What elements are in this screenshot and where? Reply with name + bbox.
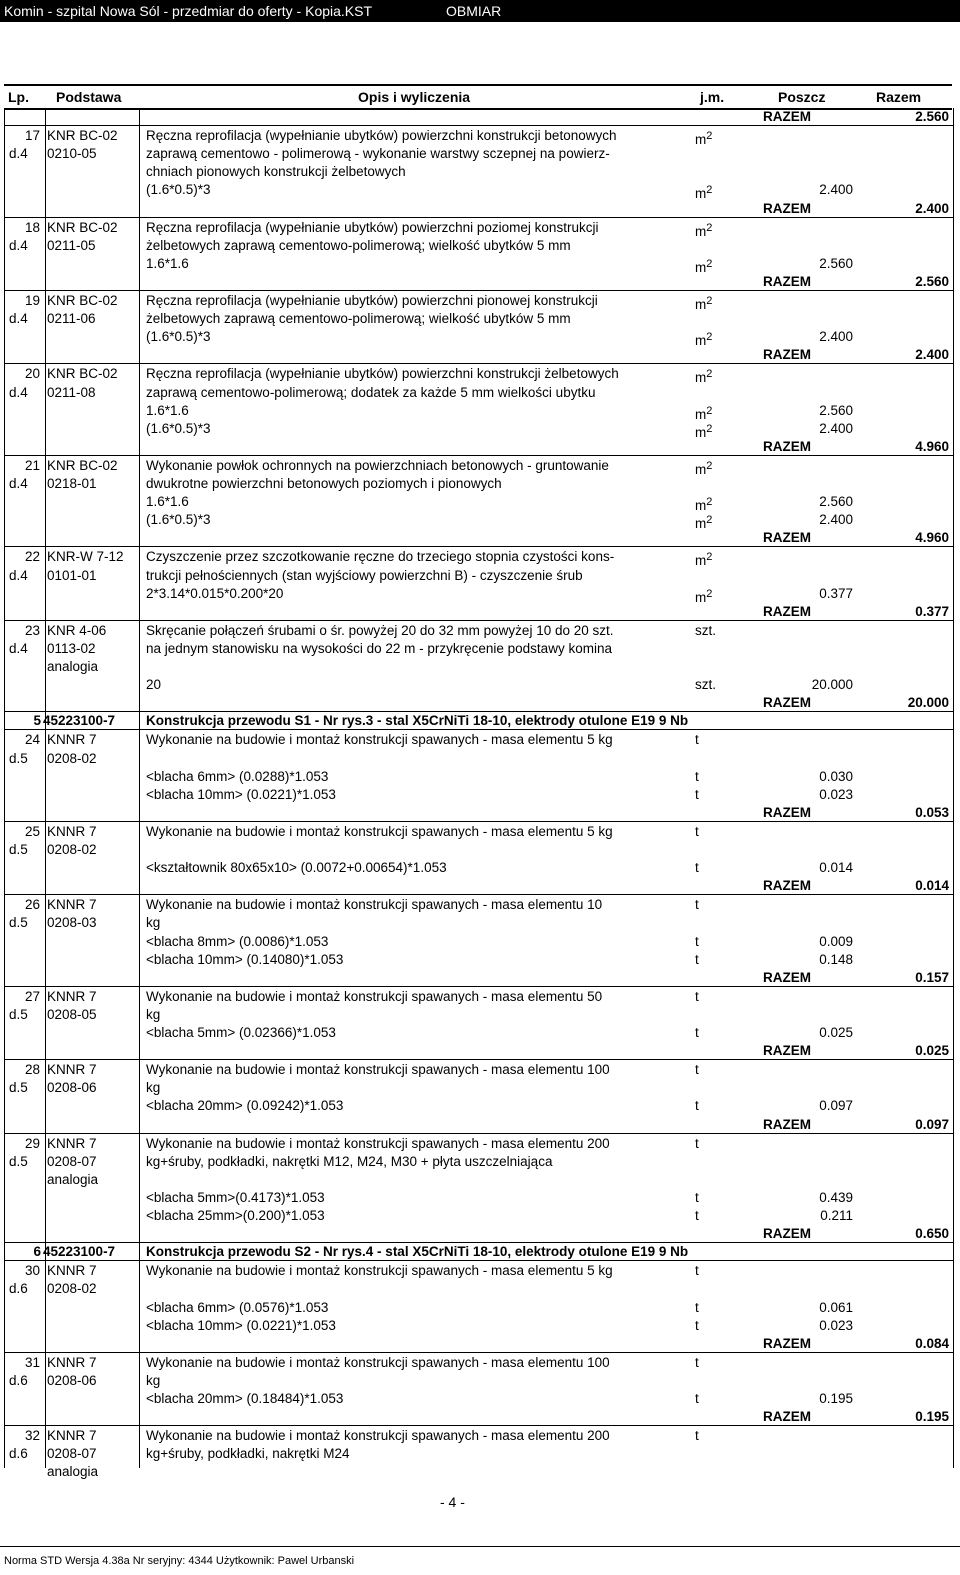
position-chapter: d.5 bbox=[9, 1080, 28, 1096]
base-code: KNNR 7 bbox=[47, 1354, 97, 1370]
razem-label: RAZEM bbox=[763, 273, 811, 289]
position-chapter: d.4 bbox=[9, 476, 28, 491]
base-code: KNNR 7 bbox=[47, 823, 97, 839]
position-number: 22 bbox=[25, 549, 41, 565]
calc-expression: (1.6*0.5)*3 bbox=[146, 512, 211, 528]
section-title: OBMIAR bbox=[446, 3, 502, 19]
base-number: 0208-03 bbox=[47, 915, 97, 931]
description-line: Czyszczenie przez szczotkowanie ręczne do trzeciego stopnia czystości kons- bbox=[146, 549, 615, 565]
calc-expression: (1.6*0.5)*3 bbox=[146, 182, 211, 198]
position-chapter: d.4 bbox=[9, 146, 28, 162]
calc-value: 2.560 bbox=[819, 494, 853, 510]
razem-label: RAZEM bbox=[763, 1043, 811, 1059]
position-number: 18 bbox=[25, 219, 41, 235]
position-chapter: d.6 bbox=[9, 1372, 28, 1388]
base-number: 0113-02 bbox=[47, 640, 96, 656]
description-line: Wykonanie na budowie i montaż konstrukcji spawanych - masa elementu 10 bbox=[146, 897, 603, 913]
unit-label: t bbox=[695, 1354, 699, 1370]
razem-value: 0.097 bbox=[915, 1116, 949, 1132]
description-line: Wykonanie na budowie i montaż konstrukcji spawanych - masa elementu 200 bbox=[146, 1428, 610, 1444]
base-code: KNNR 7 bbox=[47, 1263, 97, 1279]
description-line: Wykonanie na budowie i montaż konstrukcji spawanych - masa elementu 5 kg bbox=[146, 823, 613, 839]
description-line: Wykonanie na budowie i montaż konstrukcji spawanych - masa elementu 200 bbox=[146, 1135, 610, 1151]
razem-value: 0.650 bbox=[915, 1226, 949, 1242]
unit-label: $m^2$ bbox=[695, 459, 713, 477]
position-number: 17 bbox=[25, 128, 41, 144]
unit-label: $m^2$ bbox=[695, 422, 713, 440]
base-number: 0208-06 bbox=[47, 1372, 97, 1388]
razem-label: RAZEM bbox=[763, 200, 811, 216]
calc-expression: 20 bbox=[146, 677, 162, 693]
table-header bbox=[4, 84, 952, 110]
unit-label: $m^2$ bbox=[695, 295, 713, 312]
row-divider bbox=[5, 1425, 953, 1426]
page-number: - 4 - bbox=[440, 1494, 465, 1510]
unit-label: $m^2$ bbox=[695, 551, 713, 569]
section-code: 45223100-7 bbox=[43, 1244, 116, 1260]
razem-value: 0.025 bbox=[915, 1043, 949, 1059]
unit-label: t bbox=[695, 786, 699, 802]
description-line: kg+śruby, podkładki, nakrętki M12, M24, M30 + płyta uszczelniająca bbox=[146, 1153, 553, 1169]
razem-value: 20.000 bbox=[907, 695, 949, 711]
base-number: 0210-05 bbox=[47, 146, 97, 162]
base-number: 0208-05 bbox=[47, 1006, 97, 1022]
calc-expression: <blacha 25mm>(0.200)*1.053 bbox=[146, 1208, 325, 1223]
position-chapter: d.4 bbox=[9, 567, 28, 583]
position-number: 30 bbox=[25, 1263, 41, 1279]
description-line: Ręczna reprofilacja (wypełnianie ubytków) powierzchni pionowej konstrukcji bbox=[146, 293, 598, 308]
razem-value: 4.960 bbox=[915, 530, 949, 546]
calc-value: 0.061 bbox=[819, 1299, 853, 1315]
row-divider bbox=[5, 729, 953, 730]
calc-expression: 1.6*1.6 bbox=[146, 494, 189, 510]
razem-value: 2.400 bbox=[915, 200, 949, 216]
description-line: Skręcanie połączeń śrubami o śr. powyżej 20 do 32 mm powyżej 10 do 20 szt. bbox=[146, 622, 614, 638]
calc-value: 20.000 bbox=[811, 677, 853, 693]
razem-value: 0.084 bbox=[915, 1335, 949, 1351]
calc-value: 0.009 bbox=[819, 933, 853, 949]
position-number: 32 bbox=[25, 1428, 41, 1444]
calc-value: 0.195 bbox=[819, 1391, 853, 1406]
calc-expression: <blacha 10mm> (0.0221)*1.053 bbox=[146, 1317, 336, 1333]
position-chapter: d.4 bbox=[9, 384, 28, 400]
unit-label: t bbox=[695, 860, 699, 876]
unit-label: t bbox=[695, 732, 699, 748]
razem-value: 0.377 bbox=[915, 603, 949, 619]
base-note: analogia bbox=[47, 1464, 99, 1480]
razem-label: RAZEM bbox=[763, 347, 811, 363]
unit-label: t bbox=[695, 988, 699, 1004]
description-line: Wykonanie na budowie i montaż konstrukcji spawanych - masa elementu 100 bbox=[146, 1062, 610, 1078]
description-line: Wykonanie na budowie i montaż konstrukcji spawanych - masa elementu 5 kg bbox=[146, 1263, 613, 1279]
row-divider bbox=[5, 821, 953, 822]
base-code: KNR BC-02 bbox=[47, 128, 118, 144]
description-line: kg bbox=[146, 1006, 161, 1022]
position-chapter: d.5 bbox=[9, 842, 28, 857]
description-line: na jednym stanowisku na wysokości do 22 m - przykręcenie podstawy komina bbox=[146, 640, 612, 656]
calc-expression: 1.6*1.6 bbox=[146, 255, 189, 271]
section-title: Konstrukcja przewodu S1 - Nr rys.3 - stal X5CrNiTi 18-10, elektrody otulone E19 9 Nb bbox=[146, 713, 689, 729]
base-number: 0211-06 bbox=[47, 311, 96, 327]
description-line: Wykonanie powłok ochronnych na powierzchniach betonowych - gruntowanie bbox=[146, 457, 609, 473]
row-divider bbox=[5, 546, 953, 547]
unit-label: t bbox=[695, 1263, 699, 1279]
base-code: KNR BC-02 bbox=[47, 366, 118, 382]
calc-expression: <blacha 8mm> (0.0086)*1.053 bbox=[146, 933, 329, 949]
base-code: KNNR 7 bbox=[47, 1135, 97, 1151]
calc-expression: (1.6*0.5)*3 bbox=[146, 329, 211, 345]
unit-label: t bbox=[695, 1025, 699, 1040]
unit-label: $m^2$ bbox=[695, 368, 713, 386]
unit-label: t bbox=[695, 1062, 699, 1078]
description-line: kg bbox=[146, 1372, 161, 1388]
razem-label: RAZEM bbox=[763, 695, 811, 711]
document-title: Komin - szpital Nowa Sól - przedmiar do oferty - Kopia.KST bbox=[4, 3, 373, 19]
row-divider bbox=[5, 455, 953, 456]
unit-label: t bbox=[695, 933, 699, 949]
row-divider bbox=[5, 125, 953, 126]
unit-label: t bbox=[695, 1189, 699, 1205]
razem-value: 0.157 bbox=[915, 969, 949, 985]
column-divider bbox=[45, 108, 46, 1468]
unit-label: t bbox=[695, 1428, 699, 1444]
position-chapter: d.4 bbox=[9, 640, 28, 656]
base-code: KNR 4-06 bbox=[47, 622, 107, 638]
calc-expression: 1.6*1.6 bbox=[146, 402, 189, 418]
position-chapter: d.5 bbox=[9, 750, 28, 766]
razem-value: 0.053 bbox=[915, 804, 949, 820]
calc-value: 0.014 bbox=[819, 860, 853, 876]
calc-value: 0.025 bbox=[819, 1025, 853, 1040]
calc-value: 0.023 bbox=[819, 786, 853, 802]
description-line: kg bbox=[146, 1080, 161, 1096]
razem-label: RAZEM bbox=[763, 530, 811, 546]
base-number: 0211-08 bbox=[47, 384, 96, 400]
base-code: KNNR 7 bbox=[47, 988, 97, 1004]
base-code: KNR BC-02 bbox=[47, 293, 118, 308]
unit-label: t bbox=[695, 1135, 699, 1151]
position-number: 31 bbox=[25, 1354, 41, 1370]
header-poszcz: Poszcz bbox=[778, 89, 826, 105]
calc-value: 2.400 bbox=[819, 512, 853, 528]
description-line: żelbetowych zaprawą cementowo-polimerową; wielkość ubytków 5 mm bbox=[146, 237, 571, 253]
base-code: KNNR 7 bbox=[47, 1428, 97, 1444]
description-line: żelbetowych zaprawą cementowo-polimerową; wielkość ubytków 5 mm bbox=[146, 311, 571, 327]
base-note: analogia bbox=[47, 659, 99, 674]
base-number: 0208-07 bbox=[47, 1446, 97, 1462]
unit-label: $m^2$ bbox=[695, 221, 713, 239]
description-line: Wykonanie na budowie i montaż konstrukcji spawanych - masa elementu 100 bbox=[146, 1354, 610, 1370]
base-code: KNR BC-02 bbox=[47, 219, 118, 235]
unit-label: $m^2$ bbox=[695, 404, 713, 422]
base-number: 0208-06 bbox=[47, 1080, 97, 1096]
unit-label: $m^2$ bbox=[695, 257, 713, 275]
calc-expression: <blacha 5mm> (0.02366)*1.053 bbox=[146, 1025, 336, 1040]
razem-value: 0.014 bbox=[915, 878, 949, 894]
header-jm: j.m. bbox=[700, 89, 725, 105]
calc-value: 0.377 bbox=[819, 585, 853, 601]
row-divider bbox=[5, 1260, 953, 1261]
position-number: 25 bbox=[25, 823, 41, 839]
column-divider bbox=[139, 108, 140, 1468]
position-number: 20 bbox=[25, 366, 41, 382]
title-bar bbox=[0, 0, 960, 22]
description-line: kg bbox=[146, 915, 161, 931]
unit-label: $m^2$ bbox=[695, 587, 713, 605]
unit-label: t bbox=[695, 1098, 699, 1114]
razem-label: RAZEM bbox=[763, 438, 811, 454]
razem-label: RAZEM bbox=[763, 1226, 811, 1242]
footer-text: Norma STD Wersja 4.38a Nr seryjny: 4344 Użytkownik: Pawel Urbanski bbox=[4, 1555, 355, 1567]
base-number: 0218-01 bbox=[47, 476, 97, 491]
unit-label: szt. bbox=[695, 677, 717, 693]
razem-label: RAZEM bbox=[763, 109, 811, 124]
unit-label: $m^2$ bbox=[695, 184, 713, 202]
base-note: analogia bbox=[47, 1171, 99, 1187]
base-code: KNR-W 7-12 bbox=[47, 549, 124, 565]
calc-value: 0.148 bbox=[819, 951, 853, 967]
base-number: 0208-02 bbox=[47, 842, 97, 857]
base-number: 0208-02 bbox=[47, 750, 97, 766]
header-razem: Razem bbox=[876, 89, 922, 105]
base-number: 0211-05 bbox=[47, 237, 96, 253]
calc-value: 2.400 bbox=[819, 329, 853, 345]
base-number: 0208-02 bbox=[47, 1281, 97, 1297]
header-lp: Lp. bbox=[8, 89, 29, 105]
calc-expression: <blacha 6mm> (0.0576)*1.053 bbox=[146, 1299, 329, 1315]
base-code: KNNR 7 bbox=[47, 732, 97, 748]
unit-label: szt. bbox=[695, 622, 717, 638]
unit-label: $m^2$ bbox=[695, 514, 713, 532]
description-line: trukcji pełnościennych (stan wyjściowy powierzchni B) - czyszczenie śrub bbox=[146, 567, 583, 583]
position-number: 24 bbox=[25, 732, 41, 748]
calc-expression: <blacha 6mm> (0.0288)*1.053 bbox=[146, 768, 329, 784]
razem-value: 2.560 bbox=[915, 273, 949, 289]
calc-expression: <blacha 10mm> (0.0221)*1.053 bbox=[146, 786, 336, 802]
base-code: KNNR 7 bbox=[47, 1062, 97, 1078]
unit-label: t bbox=[695, 1208, 699, 1223]
section-code: 45223100-7 bbox=[43, 713, 116, 729]
position-chapter: d.5 bbox=[9, 915, 28, 931]
position-chapter: d.5 bbox=[9, 1006, 28, 1022]
razem-value: 4.960 bbox=[915, 438, 949, 454]
calc-value: 0.211 bbox=[820, 1208, 853, 1223]
row-divider bbox=[5, 1059, 953, 1060]
unit-label: $m^2$ bbox=[695, 130, 713, 148]
section-title: Konstrukcja przewodu S2 - Nr rys.4 - stal X5CrNiTi 18-10, elektrody otulone E19 9 Nb bbox=[146, 1244, 689, 1260]
calc-value: 0.439 bbox=[819, 1189, 853, 1205]
razem-value: 2.560 bbox=[915, 109, 949, 124]
position-number: 27 bbox=[25, 988, 41, 1004]
position-number: 19 bbox=[25, 293, 41, 308]
unit-label: t bbox=[695, 823, 699, 839]
unit-label: t bbox=[695, 1299, 699, 1315]
description-line: Ręczna reprofilacja (wypełnianie ubytków) powierzchni poziomej konstrukcji bbox=[146, 219, 599, 235]
razem-value: 0.195 bbox=[915, 1409, 949, 1425]
position-number: 26 bbox=[25, 897, 41, 913]
calc-value: 0.030 bbox=[819, 768, 853, 784]
calc-expression: (1.6*0.5)*3 bbox=[146, 420, 211, 436]
base-number: 0208-07 bbox=[47, 1153, 97, 1169]
position-chapter: d.5 bbox=[9, 1153, 28, 1169]
calc-value: 0.097 bbox=[819, 1098, 853, 1114]
razem-label: RAZEM bbox=[763, 878, 811, 894]
description-line: zaprawą cementowo - polimerową - wykonanie warstwy sczepnej na powierz- bbox=[146, 146, 610, 162]
description-line: Wykonanie na budowie i montaż konstrukcji spawanych - masa elementu 50 bbox=[146, 988, 603, 1004]
razem-label: RAZEM bbox=[763, 1116, 811, 1132]
row-divider bbox=[5, 363, 953, 364]
calc-expression: <blacha 5mm>(0.4173)*1.053 bbox=[146, 1189, 325, 1205]
calc-value: 2.560 bbox=[819, 402, 853, 418]
description-line: chniach pionowych konstrukcji żelbetowych bbox=[146, 164, 406, 180]
row-divider bbox=[5, 894, 953, 895]
position-number: 28 bbox=[25, 1062, 41, 1078]
razem-value: 2.400 bbox=[915, 347, 949, 363]
footer bbox=[0, 1546, 960, 1575]
calc-value: 0.023 bbox=[819, 1317, 853, 1333]
calc-value: 2.400 bbox=[819, 182, 853, 198]
position-chapter: d.6 bbox=[9, 1446, 28, 1462]
description-line: zaprawą cementowo-polimerową; dodatek za każde 5 mm wielkości ubytku bbox=[146, 384, 596, 400]
row-divider bbox=[5, 290, 953, 291]
base-number: 0101-01 bbox=[47, 567, 97, 583]
razem-label: RAZEM bbox=[763, 1335, 811, 1351]
description-line: Ręczna reprofilacja (wypełnianie ubytków) powierzchni konstrukcji betonowych bbox=[146, 128, 617, 144]
position-chapter: d.6 bbox=[9, 1281, 28, 1297]
calc-expression: 2*3.14*0.015*0.200*20 bbox=[146, 585, 284, 601]
position-number: 21 bbox=[25, 457, 41, 473]
razem-label: RAZEM bbox=[763, 969, 811, 985]
section-number: 6 bbox=[33, 1244, 41, 1260]
unit-label: t bbox=[695, 951, 699, 967]
razem-label: RAZEM bbox=[763, 1409, 811, 1425]
calc-expression: <blacha 20mm> (0.09242)*1.053 bbox=[146, 1098, 344, 1114]
header-opis: Opis i wyliczenia bbox=[358, 89, 471, 105]
description-line: Wykonanie na budowie i montaż konstrukcji spawanych - masa elementu 5 kg bbox=[146, 732, 613, 748]
calc-value: 2.400 bbox=[819, 420, 853, 436]
unit-label: t bbox=[695, 1317, 699, 1333]
calc-expression: <kształtownik 80x65x10> (0.0072+0.00654)*1.053 bbox=[146, 860, 447, 876]
header-podstawa: Podstawa bbox=[56, 89, 122, 105]
unit-label: $m^2$ bbox=[695, 496, 713, 514]
unit-label: t bbox=[695, 768, 699, 784]
unit-label: t bbox=[695, 897, 699, 913]
unit-label: t bbox=[695, 1391, 699, 1406]
position-chapter: d.4 bbox=[9, 237, 28, 253]
calc-expression: <blacha 20mm> (0.18484)*1.053 bbox=[146, 1391, 344, 1406]
razem-label: RAZEM bbox=[763, 804, 811, 820]
position-chapter: d.4 bbox=[9, 311, 28, 327]
description-line: dwukrotne powierzchni betonowych poziomych i pionowych bbox=[146, 476, 502, 491]
description-line: Ręczna reprofilacja (wypełnianie ubytków) powierzchni konstrukcji żelbetowych bbox=[146, 366, 619, 382]
position-number: 29 bbox=[25, 1135, 41, 1151]
calc-expression: <blacha 10mm> (0.14080)*1.053 bbox=[146, 951, 344, 967]
unit-label: $m^2$ bbox=[695, 331, 713, 349]
position-number: 23 bbox=[25, 622, 41, 638]
base-code: KNNR 7 bbox=[47, 897, 97, 913]
calc-value: 2.560 bbox=[819, 255, 853, 271]
description-line: kg+śruby, podkładki, nakrętki M24 bbox=[146, 1446, 350, 1462]
section-number: 5 bbox=[33, 713, 41, 729]
razem-label: RAZEM bbox=[763, 603, 811, 619]
base-code: KNR BC-02 bbox=[47, 457, 118, 473]
measurement-table bbox=[4, 108, 954, 1480]
